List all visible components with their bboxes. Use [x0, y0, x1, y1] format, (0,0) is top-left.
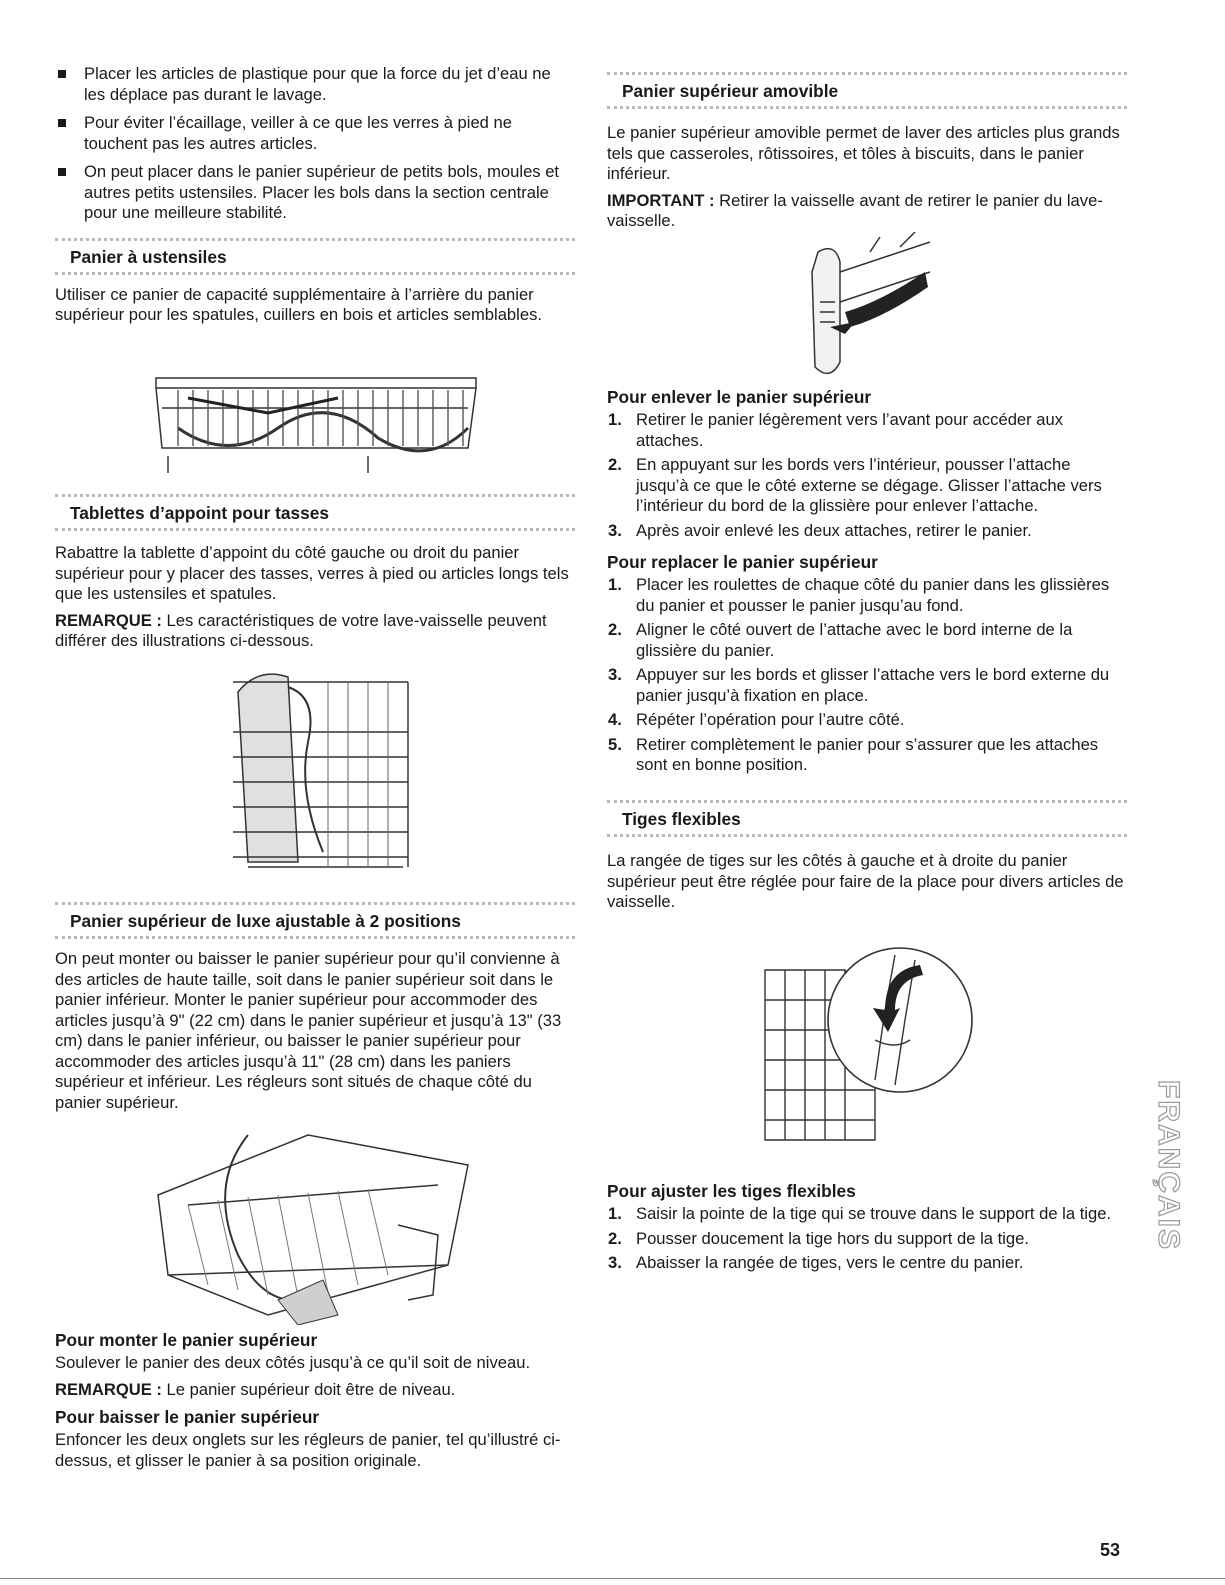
step-item: [607, 575, 1127, 616]
tines-section: [607, 800, 1127, 913]
left-column: [55, 0, 575, 326]
step-item: [607, 665, 1127, 706]
section-title: Tiges flexibles: [622, 809, 741, 829]
bullet-text: Pour éviter l’écaillage, veiller à ce que les verres à pied ne touchent pas les autres articles.: [84, 113, 512, 153]
bullet-square-icon: [58, 70, 66, 78]
page-number: 53: [1100, 1540, 1121, 1560]
bullet-square-icon: [58, 168, 66, 176]
step-number: 2.: [608, 455, 622, 474]
page-bottom-rule: [0, 1578, 1225, 1579]
note-text: Le panier supérieur doit être de niveau.: [161, 1379, 456, 1399]
section-header-deluxe: [55, 902, 575, 939]
important-label: IMPORTANT :: [607, 190, 715, 210]
dotted-rule: [55, 272, 575, 275]
step-item: [607, 1229, 1127, 1250]
important-text: Retirer la vaisselle avant de retirer le panier du lave-vaisselle.: [607, 190, 1103, 230]
cup-shelves-section: [55, 494, 575, 652]
rack-clip-illustration: [800, 232, 940, 387]
section-title: Panier supérieur amovible: [622, 81, 839, 101]
step-number: 3.: [608, 1253, 622, 1272]
deluxe-body: On peut monter ou baisser le panier supérieur pour qu’il convienne à des articles de haute taille, soit dans le panier supérieur soit dans le panier inférieur. Monter le panier supérieur pour accommoder des articles jusqu’à 9" (22 cm) dans le panier supérieur et jusqu’à 13" (33 cm) dans le panier inférieur, ou baisser le panier supérieur pour accommoder des articles jusqu’à 11" (28 cm) dans les paniers supérieur et inférieur. Les régleurs sont situés de chaque côté du panier supérieur.: [55, 949, 562, 1112]
step-text: Aligner le côté ouvert de l’attache avec le bord interne de la glissière du panier.: [636, 620, 1073, 660]
step-text: Abaisser la rangée de tiges, vers le centre du panier.: [636, 1253, 1024, 1272]
dotted-rule: [55, 528, 575, 531]
section-title: Panier à ustensiles: [70, 246, 227, 267]
language-tab: [1148, 1080, 1184, 1330]
raise-note: [55, 1380, 575, 1401]
removable-body: Le panier supérieur amovible permet de laver des articles plus grands tels que casseroles, rôtissoires, et tôles à biscuits, dans le panier inférieur.: [607, 123, 1120, 183]
bullet-text: Placer les articles de plastique pour que la force du jet d’eau ne les déplace pas durant le lavage.: [84, 64, 551, 104]
deluxe-section: [55, 902, 575, 1113]
dotted-rule: [607, 106, 1127, 109]
replace-title: Pour replacer le panier supérieur: [607, 552, 878, 572]
bullet-square-icon: [58, 119, 66, 127]
step-item: [607, 1253, 1127, 1274]
remove-steps: [607, 410, 1127, 541]
step-number: 1.: [608, 410, 622, 429]
bullet-text: On peut placer dans le panier supérieur de petits bols, moules et autres petits ustensiles. Placer les bols dans la section centrale pour une meilleure stabilité.: [84, 162, 560, 222]
removable-important: [607, 191, 1127, 232]
note-text: Les caractéristiques de votre lave-vaisselle peuvent différer des illustrations ci-dessous.: [55, 610, 547, 650]
bullet-item: [55, 113, 575, 154]
step-item: [607, 521, 1127, 542]
section-header-removable: [607, 72, 1127, 109]
utensil-body: Utiliser ce panier de capacité supplémentaire à l’arrière du panier supérieur pour les spatules, cuillers en bois et articles semblables.: [55, 284, 542, 324]
cup-shelf-illustration: [228, 662, 410, 877]
step-text: Après avoir enlevé les deux attaches, retirer le panier.: [636, 520, 1032, 540]
replace-steps: [607, 575, 1127, 776]
language-tab-text: FRANÇAIS: [1152, 1080, 1184, 1251]
raise-title: Pour monter le panier supérieur: [55, 1330, 318, 1350]
raise-body: Soulever le panier des deux côtés jusqu’à ce qu’il soit de niveau.: [55, 1353, 531, 1372]
utensil-basket-illustration: [148, 368, 483, 483]
step-number: 4.: [608, 710, 622, 729]
adjust-steps: [607, 1204, 1127, 1274]
raise-lower-section: [55, 1329, 575, 1471]
bullet-item: [55, 162, 575, 224]
section-header-utensil: [55, 238, 575, 275]
section-header-cup-shelves: [55, 494, 575, 531]
step-number: 3.: [608, 520, 622, 540]
section-title: Panier supérieur de luxe ajustable à 2 positions: [70, 911, 461, 931]
remove-section: [607, 386, 1127, 780]
step-text: Appuyer sur les bords et glisser l’attache vers le bord externe du panier jusqu’à fixation en place.: [636, 665, 1110, 705]
step-item: [607, 620, 1127, 661]
tines-body: La rangée de tiges sur les côtés à gauche et à droite du panier supérieur peut être réglée pour faire de la place pour divers articles de vaisselle.: [607, 851, 1124, 911]
cup-shelves-body: Rabattre la tablette d’appoint du côté gauche ou droit du panier supérieur pour y placer des tasses, verres à pied ou articles longs tels que les ustensiles et spatules.: [55, 543, 569, 603]
deluxe-rack-illustration: [148, 1125, 478, 1325]
step-text: Placer les roulettes de chaque côté du panier dans les glissières du panier et pousser le panier jusqu’au fond.: [636, 575, 1110, 615]
step-text: Répéter l’opération pour l’autre côté.: [636, 710, 905, 729]
lower-title: Pour baisser le panier supérieur: [55, 1407, 320, 1427]
step-item: [607, 455, 1127, 517]
section-header-tines: [607, 800, 1127, 837]
step-text: Retirer le panier légèrement vers l’avant pour accéder aux attaches.: [636, 410, 1064, 450]
lower-body: Enfoncer les deux onglets sur les régleurs de panier, tel qu’illustré ci-dessus, et glisser le panier à sa position originale.: [55, 1430, 561, 1470]
step-text: Saisir la pointe de la tige qui se trouve dans le support de la tige.: [636, 1204, 1112, 1223]
note-label: REMARQUE :: [55, 1379, 162, 1399]
step-number: 5.: [608, 734, 622, 754]
step-number: 2.: [608, 1228, 622, 1248]
bullet-item: [55, 64, 575, 105]
dotted-rule: [55, 936, 575, 939]
bullet-list: [55, 64, 575, 224]
remove-title: Pour enlever le panier supérieur: [607, 387, 872, 407]
step-item: [607, 1204, 1127, 1225]
note-label: REMARQUE :: [55, 610, 162, 630]
step-number: 1.: [608, 1204, 622, 1223]
cup-shelves-note: [55, 611, 575, 652]
removable-section: [607, 72, 1127, 232]
step-text: Pousser doucement la tige hors du support de la tige.: [636, 1228, 1029, 1248]
tines-illustration: [745, 940, 975, 1150]
step-number: 2.: [608, 620, 622, 639]
step-text: Retirer complètement le panier pour s’assurer que les attaches sont en bonne position.: [636, 734, 1099, 774]
dotted-rule: [607, 834, 1127, 837]
adjust-section: [607, 1180, 1127, 1278]
section-title: Tablettes d’appoint pour tasses: [70, 503, 329, 523]
step-text: En appuyant sur les bords vers l’intérieur, pousser l’attache jusqu’à ce que le côté externe se dégage. Glisser l’attache vers l’intérieur du bord de la glissière pour enlever l’attache.: [636, 455, 1102, 515]
step-item: [607, 735, 1127, 776]
step-item: [607, 410, 1127, 451]
step-item: [607, 710, 1127, 731]
adjust-title: Pour ajuster les tiges flexibles: [607, 1181, 856, 1201]
step-number: 1.: [608, 575, 622, 594]
step-number: 3.: [608, 665, 622, 684]
